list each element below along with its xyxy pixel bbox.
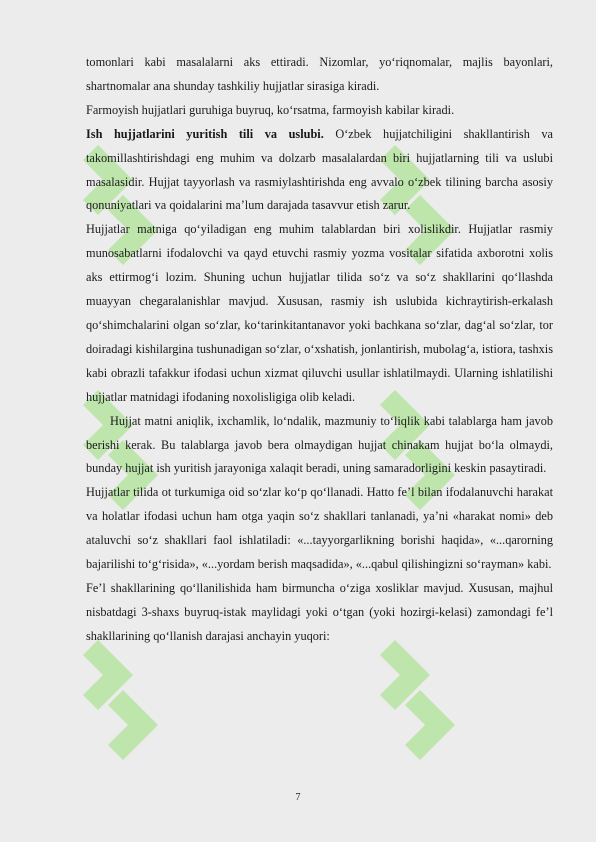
- paragraph: Hujjatlar matniga qo‘yiladigan eng muhim talablardan biri xolislikdir. Hujjatlar rasmiy munosabatlarni ifodalovchi va qayd etuvchi rasmiy yozma vositalar sifatida axborotni xolis aks ettirmog‘i lozim. Shuning uchun hujjatlar tilida so‘z va so‘z shakllarini qo‘llashda muayyan chegaralanishlar mavjud. Xususan, rasmiy ish uslubida kichraytirish-erkalash qo‘shimchalarini olgan so‘zlar, ko‘tarinkitantanavor yoki bachkana so‘zlar, dag‘al so‘zlar, tor doiradagi kishilargina tushunadigan so‘zlar, o‘xshatish, jonlantirish, mubolag‘a, istiora, tashxis kabi obrazli tafakkur ifodasi uchun xizmat qiluvchi usullar ishlatilmaydi. Ularning ishlatilishi hujjatlar matnidagi ifodaning noxolisligiga olib keladi.: [86, 222, 553, 404]
- page-number: 7: [295, 792, 301, 803]
- paragraph: Fe’l shakllarining qo‘llanilishida ham birmuncha o‘ziga xosliklar mavjud. Xususan, majhul nisbatdagi 3-shaxs buyruq-istak maylidagi yoki o‘tgan (yoki hozirgi-kelasi) zamondagi fe’l shakllarining qo‘llanish darajasi anchayin yuqori:: [86, 580, 553, 643]
- watermark-logo: [375, 630, 505, 760]
- paragraph: Ish hujjatlarini yuritish tili va uslubi. O‘zbek hujjatchiligini shakllantirish va takomillashtirishdagi eng muhim va dolzarb masalalardan biri hujjatlarning tili va uslubi masalasidir. Hujjat tayyorlash va rasmiylashtirishda eng avvalo o‘zbek tilining barcha asosiy qonuniyatlari va qoidalarini ma’lum darajada tasavvur etish zarur.: [86, 126, 553, 213]
- body-text: [86, 51, 553, 649]
- paragraph: Farmoyish hujjatlari guruhiga buyruq, ko‘rsatma, farmoyish kabilar kiradi.: [86, 102, 455, 117]
- paragraph: tomonlari kabi masalalarni aks ettiradi. Nizomlar, yo‘riqnomalar, majlis bayonlari, shartnomalar ana shunday tashkiliy hujjatlar sirasiga kiradi.: [86, 55, 553, 93]
- section-heading: Ish hujjatlarini yuritish tili va uslubi.: [86, 126, 324, 141]
- paragraph: Hujjatlar tilida ot turkumiga oid so‘zlar ko‘p qo‘llanadi. Hatto fe’l bilan ifodalanuvchi harakat va holatlar ifodasi uchun ham otga yaqin so‘z shakllari tanlanadi, ya’ni «harakat nomi» deb ataluvchi so‘z shakllari faol ishlatiladi: «...tayyorgarlikning borishi haqida», «...qarorning bajarilishi to‘g‘risida», «...yordam berish maqsadida», «...qabul qilishingizni so‘rayman» kabi.: [86, 485, 553, 572]
- watermark-logo: [78, 630, 208, 760]
- paragraph: Hujjat matni aniqlik, ixchamlik, lo‘ndalik, mazmuniy to‘liqlik kabi talablarga ham javob berishi kerak. Bu talablarga javob bera olmaydigan hujjat chinakam hujjat bo‘la olmaydi, bunday hujjat ish yuritish jarayoniga xalaqit beradi, uning samaradorligini keskin pasaytiradi.: [86, 413, 553, 476]
